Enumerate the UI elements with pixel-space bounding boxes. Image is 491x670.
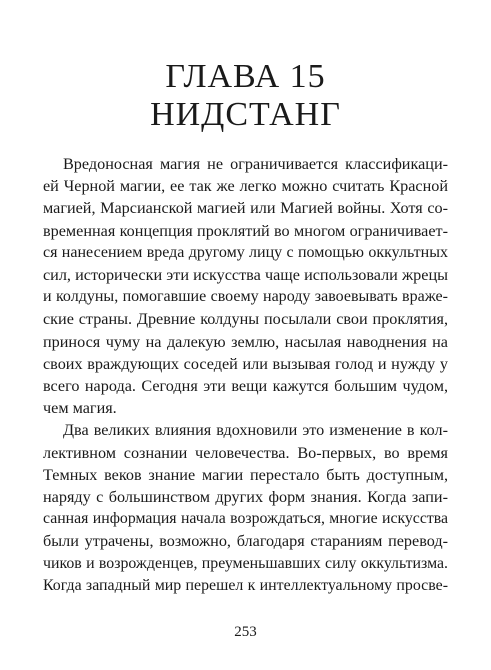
text-line: Темных веков знание магии перестало быть доступным, (43, 465, 448, 484)
text-line: Вредоносная магия не ограничивается классификаци- (63, 155, 448, 173)
text-line: чиков и возрожденцев, преуменьшавших силу оккультизма. (43, 554, 448, 572)
text-line: принося чуму на далекую землю, насылая наводнения на (43, 332, 448, 351)
text-line: сил, исторически эти искусства чаще использовали жрецы (43, 266, 448, 285)
paragraph-2 (43, 419, 448, 597)
text-line: и колдуны, помогавшие своему народу завоевывать враже- (43, 288, 448, 306)
text-line: Когда западный мир перешел к интеллектуальному просве- (43, 576, 448, 594)
body-text (43, 153, 448, 597)
page-number: 253 (234, 624, 257, 640)
text-line: Два великих влияния вдохновили это изменение в кол- (63, 421, 448, 440)
text-line: ей Черной магии, ее так же легко можно считать Красной (43, 177, 448, 196)
text-line: всего народа. Сегодня эти вещи кажутся большим чудом, (43, 377, 448, 396)
text-line: лективном сознании человечества. Во-первых, во время (43, 443, 448, 462)
text-line: временная концепция проклятий во многом ограничивает- (43, 221, 448, 240)
text-line: магией, Марсианской магией или Магией войны. Хотя со- (43, 199, 448, 218)
text-line: своих враждующих соседей или вызывая голод и нужду у (43, 354, 448, 373)
chapter-title: НИДСТАНГ (150, 96, 341, 133)
text-line: ские страны. Древние колдуны посылали свои проклятия, (43, 310, 448, 329)
text-line: санная информация начала возрождаться, многие искусства (43, 510, 448, 528)
chapter-number: ГЛАВА 15 (165, 58, 326, 95)
chapter-heading (0, 58, 491, 134)
text-line: ся нанесением вреда другому лицу с помощью оккультных (43, 243, 448, 261)
text-line: были утрачены, возможно, благодаря стараниям перевод- (43, 532, 448, 551)
text-line: наряду с большинством других форм знания. Когда запи- (43, 488, 448, 507)
paragraph-1 (43, 153, 448, 419)
text-line: чем магия. (43, 399, 117, 418)
